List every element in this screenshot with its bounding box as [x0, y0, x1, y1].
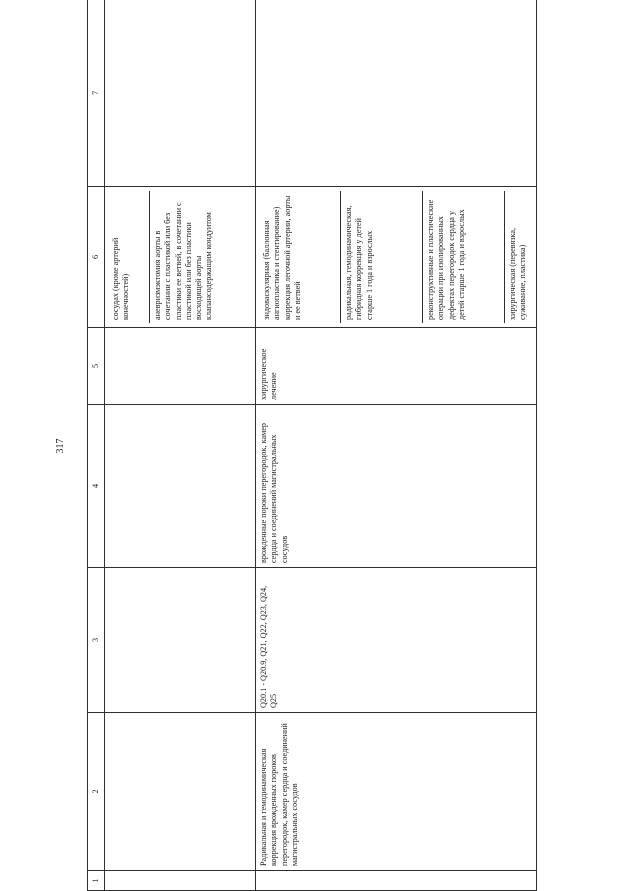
- column-number: 6: [88, 187, 105, 328]
- table-cell: [105, 0, 256, 187]
- treatment-methods-cell: [256, 187, 537, 328]
- column-number: 4: [88, 405, 105, 568]
- table-cell: [105, 871, 256, 891]
- treatment-method: радикальная, гемодинамическая, гибридная коррекция у детей старше 1 года и взрослых: [340, 191, 422, 323]
- treatment-method: аневризмэктомия аорты в сочетании с пластикой или без пластики ее ветвей, в сочетании с пластикой или без пластики восходящей аорты клапансодержащим кондуитом: [149, 191, 252, 323]
- column-number-row: [88, 0, 105, 891]
- table-cell: [105, 328, 256, 405]
- column-number: 7: [88, 0, 105, 187]
- profile-cell: Радикальная и гемодинамическая коррекция врожденных пороков перегородок, камер сердца и соединений магистральных сосудов: [256, 713, 537, 871]
- cost-cell: [256, 0, 537, 187]
- column-number: 3: [88, 568, 105, 713]
- treatment-type-cell: хирургическое лечение: [256, 328, 537, 405]
- rotated-table-frame: [87, 0, 528, 891]
- table-cell: [105, 405, 256, 568]
- icd-codes-cell: Q20.1 - Q20.9, Q21, Q22, Q23, Q24, Q25: [256, 568, 537, 713]
- page-number: 317: [55, 438, 66, 454]
- row-number: [256, 871, 537, 891]
- column-number: 2: [88, 713, 105, 871]
- table-row: [256, 0, 537, 891]
- table-cell: [105, 568, 256, 713]
- treatment-method: хирургическая (перевязка, суживание, пластика): [504, 191, 533, 323]
- column-number: 1: [88, 871, 105, 891]
- table-cell: [105, 713, 256, 871]
- continuation-row: [105, 0, 256, 891]
- medical-care-table: [87, 0, 537, 891]
- treatment-method: реконструктивные и пластические операции при изолированных дефектах перегородок сердца у детей старше 1 года и взрослых: [422, 191, 504, 323]
- treatment-methods-cell: [105, 187, 256, 328]
- treatment-method: сосудах (кроме артерий конечностей): [111, 237, 131, 320]
- column-number: 5: [88, 328, 105, 405]
- patient-model-cell: врожденные пороки перегородок, камер сердца и соединений магистральных сосудов: [256, 405, 537, 568]
- treatment-method: эндоваскулярная (баллонная ангиопластика и стентирование) коррекция легочной артерии, аорты и ее ветвей: [262, 195, 302, 320]
